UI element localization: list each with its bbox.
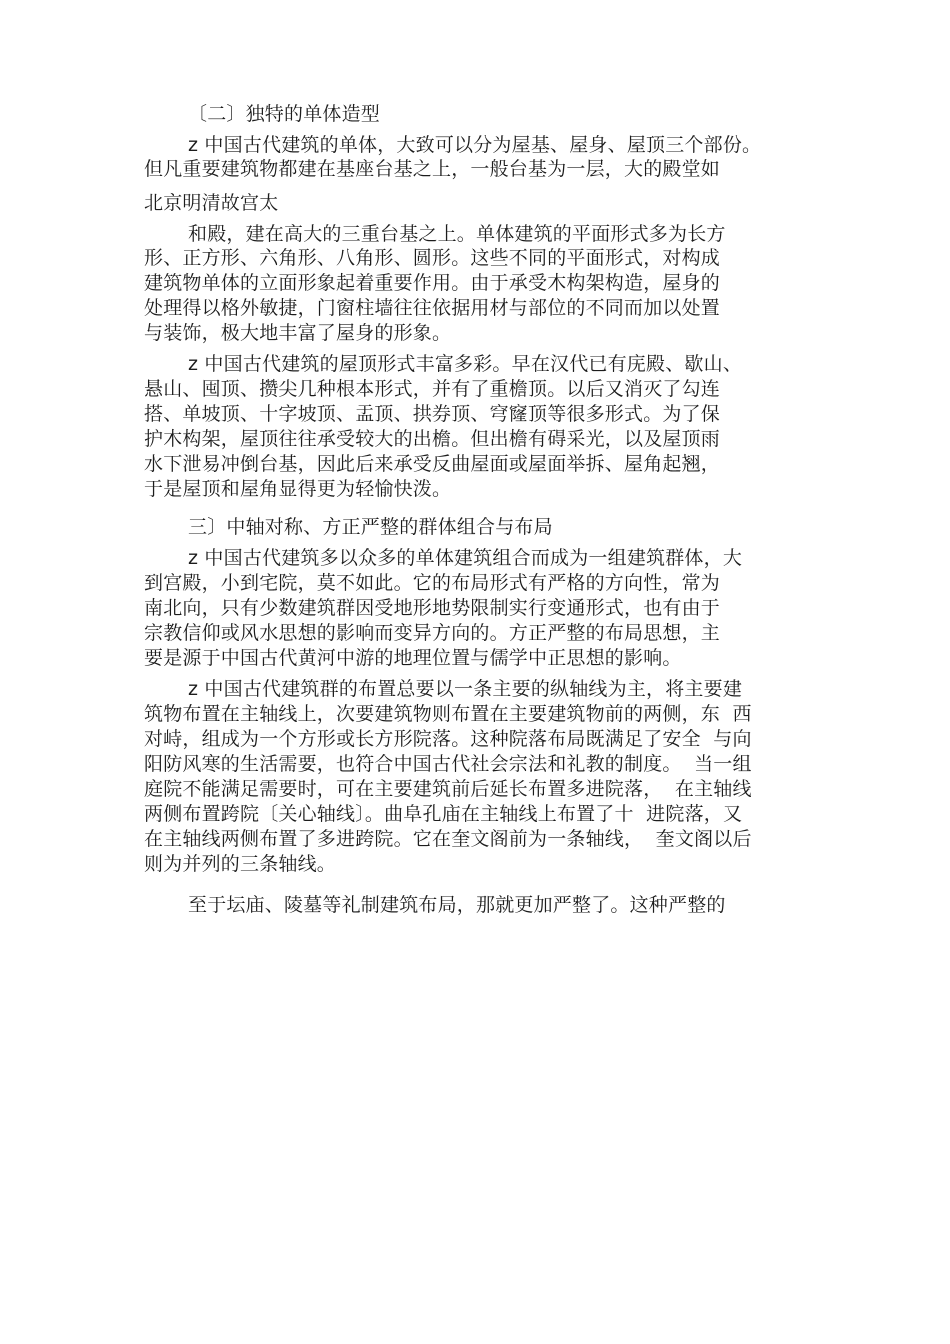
- text-line: 对峙，组成为一个方形或长方形院落。这种院落布局既满足了安全 与向: [144, 728, 752, 750]
- text-line: 悬山、囤顶、攒尖几种根本形式，并有了重檐顶。以后又消灭了勾连: [144, 378, 721, 400]
- section-heading-axis-layout: 三〕中轴对称、方正严整的群体组合与布局: [188, 516, 553, 538]
- text-line: 至于坛庙、陵墓等礼制建筑布局，那就更加严整了。这种严整的: [188, 894, 726, 916]
- text-line: z 中国古代建筑多以众多的单体建筑组合而成为一组建筑群体，大: [188, 547, 743, 569]
- text-line: 和殿，建在高大的三重台基之上。单体建筑的平面形式多为长方: [188, 223, 726, 245]
- text-line: 与装饰，极大地丰富了屋身的形象。: [144, 322, 452, 344]
- text-line: 但凡重要建筑物都建在基座台基之上，一般台基为一层，大的殿堂如: [144, 158, 721, 180]
- text-line: 要是源于中国古代黄河中游的地理位置与儒学中正思想的影响。: [144, 647, 682, 669]
- text-line: 在主轴线两侧布置了多进跨院。它在奎文阁前为一条轴线， 奎文阁以后: [144, 828, 752, 850]
- text-line: 庭院不能满足需要时，可在主要建筑前后延长布置多进院落， 在主轴线: [144, 778, 752, 800]
- text-line: 搭、单坡顶、十字坡顶、盂顶、拱券顶、穹窿顶等很多形式。为了保: [144, 403, 721, 425]
- text-line: 形、正方形、六角形、八角形、圆形。这些不同的平面形式，对构成: [144, 247, 721, 269]
- text-line: 水下泄易冲倒台基，因此后来承受反曲屋面或屋面举拆、屋角起翘，: [144, 453, 721, 475]
- text-line: 两侧布置跨院〔关心轴线〕。曲阜孔庙在主轴线上布置了十 进院落，又: [144, 803, 743, 825]
- text-line: z 中国古代建筑的屋顶形式丰富多彩。早在汉代已有庑殿、歇山、: [188, 353, 743, 375]
- text-line: 宗教信仰或风水思想的影响而变异方向的。方正严整的布局思想，主: [144, 622, 721, 644]
- text-line: 筑物布置在主轴线上，次要建筑物则布置在主要建筑物前的两侧，东 西: [144, 703, 752, 725]
- text-line: 到宫殿，小到宅院，莫不如此。它的布局形式有严格的方向性，常为: [144, 572, 721, 594]
- text-line: 于是屋顶和屋角显得更为轻愉快泼。: [144, 478, 452, 500]
- text-line: z 中国古代建筑的单体，大致可以分为屋基、屋身、屋顶三个部份。: [188, 134, 762, 156]
- text-line: 北京明清故宫太: [144, 192, 279, 214]
- text-line: z 中国古代建筑群的布置总要以一条主要的纵轴线为主，将主要建: [188, 678, 743, 700]
- text-line: 建筑物单体的立面形象起着重要作用。由于承受木构架构造，屋身的: [144, 272, 721, 294]
- text-line: 处理得以格外敏捷，门窗柱墙往往依据用材与部位的不同而加以处置: [144, 297, 721, 319]
- text-line: 阳防风寒的生活需要，也符合中国古代社会宗法和礼教的制度。 当一组: [144, 753, 752, 775]
- text-line: 则为并列的三条轴线。: [144, 853, 337, 875]
- text-line: 南北向，只有少数建筑群因受地形地势限制实行变通形式，也有由于: [144, 597, 721, 619]
- section-heading-unit-form: 〔二〕独特的单体造型: [188, 103, 381, 125]
- text-line: 护木构架，屋顶往往承受较大的出檐。但出檐有碍采光，以及屋顶雨: [144, 428, 721, 450]
